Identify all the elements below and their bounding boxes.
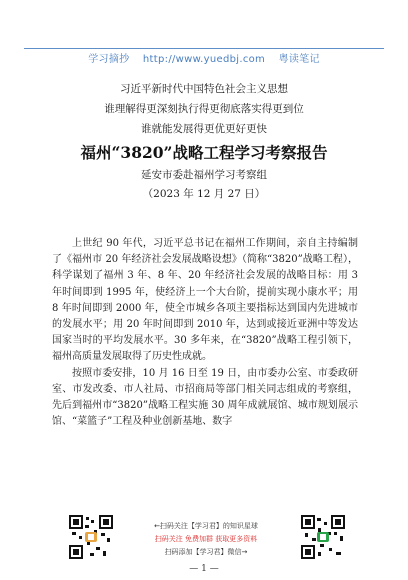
paragraph: 按照市委安排，10 月 16 日至 19 日，由市委办公室、市委政研室、市发改委、市人社局、市招商局等部门相关同志组成的考察组，先后到福州市“3820”战略工程实施 30 周年成就展馆、城市规划展示馆、“菜篮子”工程及种业创新基地、数字 — [52, 367, 358, 428]
document-body — [52, 236, 358, 430]
footer-promo — [126, 520, 286, 559]
paragraph: 上世纪 90 年代，习近平总书记在福州工作期间，亲自主持编制了《福州市 20 年经济社会发展战略设想》（简称“3820”战略工程），科学谋划了福州 3 年、8 年、20 年经济社会发展的战略目标：用 3 年时间即到 1995 年，使经济上一个大台阶，提前实现小康水平；用 8 年时间即到 2000 年，使全市城乡各项主要指标达到国内先进城市的发展水平；用 20 年时间即到 2010 年，达到或接近亚洲中等发达国家当时的平均发展水平。30 多年来，在“3820”战略工程引领下，福州高质量发展取得了历史性成就。 — [52, 238, 358, 363]
footer-line-2: 扫码关注 免费加群 获取更多资料 — [154, 535, 258, 543]
document-title: 福州“3820”战略工程学习考察报告 — [80, 143, 328, 162]
page-header — [0, 0, 408, 66]
document-byline: 延安市委赴福州学习考察组 — [141, 169, 267, 181]
document-date: （2023 年 12 月 27 日） — [142, 188, 266, 200]
subtitle-line-2: 谁理解得更深刻执行得更彻底落实得更到位 — [104, 103, 304, 115]
header-bar — [0, 50, 408, 65]
header-left-label: 学习摘抄 — [88, 54, 130, 65]
page-number: — 1 — — [189, 564, 219, 574]
header-url-link[interactable]: http://www.yuedbj.com — [142, 54, 266, 65]
header-right-label: 粤读笔记 — [278, 54, 320, 65]
subtitle-line-3: 谁就能发展得更优更好更快 — [141, 123, 267, 135]
footer-line-3: 扫码添加【学习君】微信→ — [164, 548, 248, 556]
footer-line-1: ←扫码关注【学习君】的知识星球 — [154, 522, 258, 530]
subtitle-line-1: 习近平新时代中国特色社会主义思想 — [120, 83, 288, 95]
qr-code-icon[interactable] — [300, 514, 346, 560]
header-divider — [24, 48, 384, 49]
qr-code-icon[interactable] — [68, 514, 114, 560]
